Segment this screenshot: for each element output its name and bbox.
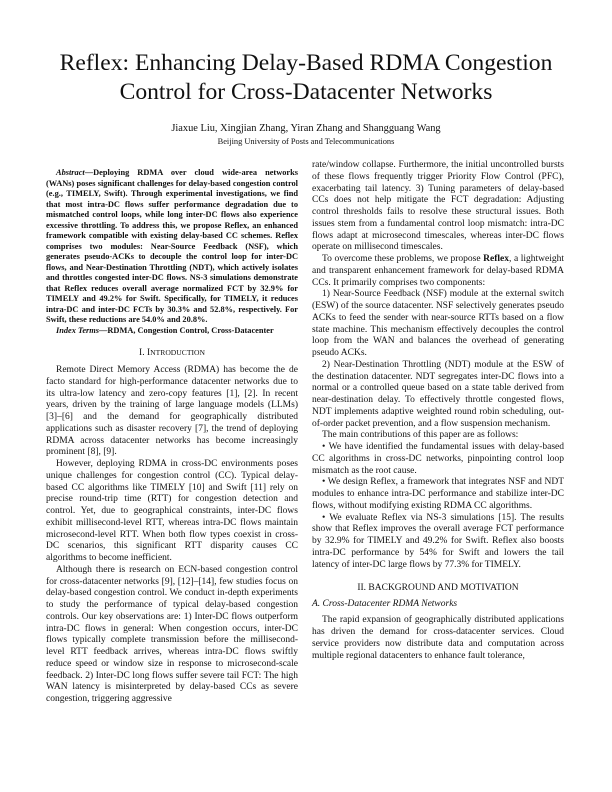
- title-line-2: Control for Cross-Datacenter Networks: [119, 79, 493, 105]
- intro-paragraph-ndt: 2) Near-Destination Throttling (NDT) module at the ESW of the destination datacenter. NDT segregates inter-DC flows into a normal or a controlled queue based on a state table derived from near-destination delay. To effectively throttle congested flows, NDT implements adaptive weighted round robin scheduling, out-of-order packet prevention, and a flow suspension mechanism.: [312, 359, 564, 429]
- background-paragraph-1: The rapid expansion of geographically distributed applications has driven the demand for cross-datacenter services. Cloud service providers now distribute data and computation across multiple regional datacenters to enhance fault tolerance,: [312, 615, 564, 661]
- section-title-rest: NTRODUCTION: [150, 348, 205, 357]
- intro-paragraph-3: Although there is research on ECN-based congestion control for cross-datacenter networks [9], [12]–[14], few studies focus on delay-based congestion control. We conduct in-depth experiments to study the performance of typical delay-based congestion controls. Our key observations are: 1) Inter-DC flows outperform intra-DC flows in general: When congestion occurs, inter-DC flows typically complete transmission before the millisecond-level RTT feedback arrives, whereas intra-DC flows swiftly reduce speed or window size in response to microsecond-scale feedback. 2) Inter-DC long flows suffer severe tail FCT: The high WAN latency is misinterpreted by delay-based CCs as severe congestion, triggering aggressive: [46, 564, 298, 704]
- abstract: [46, 168, 298, 326]
- abstract-text: Deploying RDMA over cloud wide-area networks (WANs) poses significant challenges for delay-based congestion control (e.g., TIMELY, Swift). Through experimental investigations, we find that most intra-DC flows suffer performance degradation due to mismatched control loops, while long inter-DC flows also experience excessive throttling. To address this, we propose Reflex, an enhanced framework compatible with existing delay-based CC schemes. Reflex comprises two modules: Near-Source Feedback (NSF), which generates pseudo-ACKs to decouple the control loop for inter-DC flows, and Near-Destination Throttling (NDT), which actively isolates and throttles congested inter-DC flows. NS-3 simulations demonstrate that Reflex reduces overall average normalized FCT by 32.9% for TIMELY and 49.2% for Swift. Specifically, for TIMELY, it reduces intra-DC and inter-DC FCTs by 30.3% and 52.8%, respectively. For Swift, these reductions are 54.0% and 20.8%.: [46, 168, 298, 324]
- index-terms: [46, 326, 298, 337]
- system-name: Reflex: [483, 254, 509, 264]
- contribution-text: We design Reflex, a framework that integrates NSF and NDT modules to enhance intra-DC performance and stabilize inter-DC flows, without modifying existing RDMA CC algorithms.: [312, 477, 564, 511]
- intro-paragraph-3-continued: rate/window collapse. Furthermore, the initial uncontrolled bursts of these flows frequently trigger Priority Flow Control (PFC), exacerbating tail latency. 3) Tuning parameters of delay-based CCs does not help mitigate the FCT degradation: Adjusting control thresholds fails to resolve these structural issues. Both issues stem from a fundamental control loop mismatch: intra-DC flows adapt at microsecond timescales, whereas inter-DC flows operate on millisecond timescales.: [312, 160, 564, 253]
- right-column: [312, 160, 564, 662]
- abstract-label: Abstract: [56, 168, 85, 177]
- bullet-glyph: •: [322, 442, 326, 452]
- section-title-initial: I: [146, 348, 151, 358]
- intro-paragraph-2: However, deploying RDMA in cross-DC environments poses unique challenges for congestion control (CC). Typical delay-based CC algorithms like TIMELY [10] and Swift [11] rely on precise round-trip time (RTT) for congestion detection and control. Yet, due to geographical constraints, inter-DC flows exhibit millisecond-level RTT, whereas intra-DC flows maintain microsecond-level RTT. When both flow types coexist in cross-DC scenarios, this significant RTT disparity causes CC algorithms to become inefficient.: [46, 459, 298, 563]
- author-list: Jiaxue Liu, Xingjian Zhang, Yiran Zhang and Shangguang Wang: [171, 123, 441, 134]
- intro-p4-lead: To overcome these problems, we propose: [322, 254, 484, 264]
- affiliation: Beijing University of Posts and Telecommunications: [217, 137, 395, 146]
- bullet-glyph: •: [322, 477, 326, 488]
- index-terms-label: Index Terms: [56, 325, 100, 335]
- contribution-bullet: [312, 477, 564, 512]
- intro-paragraph-1: Remote Direct Memory Access (RDMA) has become the de facto standard for high-performance datacenter networks due to its ultra-low latency and zero-copy features [1], [2]. In recent years, driven by the training of large language models (LLMs) [3]–[6] and the demand for geographically distributed applications such as disaster recovery [7], the trend of deploying RDMA across datacenter networks has become increasingly prominent [8], [9].: [46, 365, 298, 458]
- section-number: I.: [139, 348, 147, 358]
- contribution-bullet: [312, 442, 564, 477]
- index-terms-text: RDMA, Congestion Control, Cross-Datacenter: [107, 325, 274, 335]
- index-terms-dash: —: [99, 325, 108, 335]
- intro-paragraph-4: [312, 254, 564, 289]
- paper-title: [30, 49, 582, 107]
- contribution-text: We have identified the fundamental issues with delay-based CC algorithms in cross-DC networks, pinpointing control loop mismatch as the root cause.: [312, 442, 564, 476]
- bullet-glyph: •: [322, 512, 326, 523]
- intro-paragraph-nsf: 1) Near-Source Feedback (NSF) module at the external switch (ESW) of the source datacenter. NSF selectively generates pseudo ACKs to feed the sender with near-source RTTs based on a flow state machine. This mechanism effectively decouples the control loop from the WAN and balances the overhead of generating pseudo ACKs.: [312, 289, 564, 358]
- left-column: [46, 168, 298, 706]
- intro-p4-tail: , a lightweight and transparent enhancement framework for delay-based RDMA CCs. It primarily comprises two components:: [312, 254, 564, 288]
- subsection-heading: A. Cross-Datacenter RDMA Networks: [312, 599, 458, 610]
- title-line-1: Reflex: Enhancing Delay-Based RDMA Congestion: [59, 50, 553, 76]
- section-heading-background: II. BACKGROUND AND MOTIVATION: [357, 583, 519, 594]
- contribution-text: We evaluate Reflex via NS-3 simulations [15]. The results show that Reflex improves the overall average FCT performance by 32.9% for TIMELY and 49.2% for Swift. Reflex also boosts intra-DC performance by 54% for Swift and lowers the tail latency of inter-DC large flows by 77.3% for TIMELY.: [312, 512, 564, 570]
- section-heading-introduction: [46, 347, 298, 359]
- contributions-intro: The main contributions of this paper are as follows:: [322, 430, 519, 441]
- abstract-dash: —: [84, 168, 94, 177]
- contribution-bullet: [312, 513, 564, 572]
